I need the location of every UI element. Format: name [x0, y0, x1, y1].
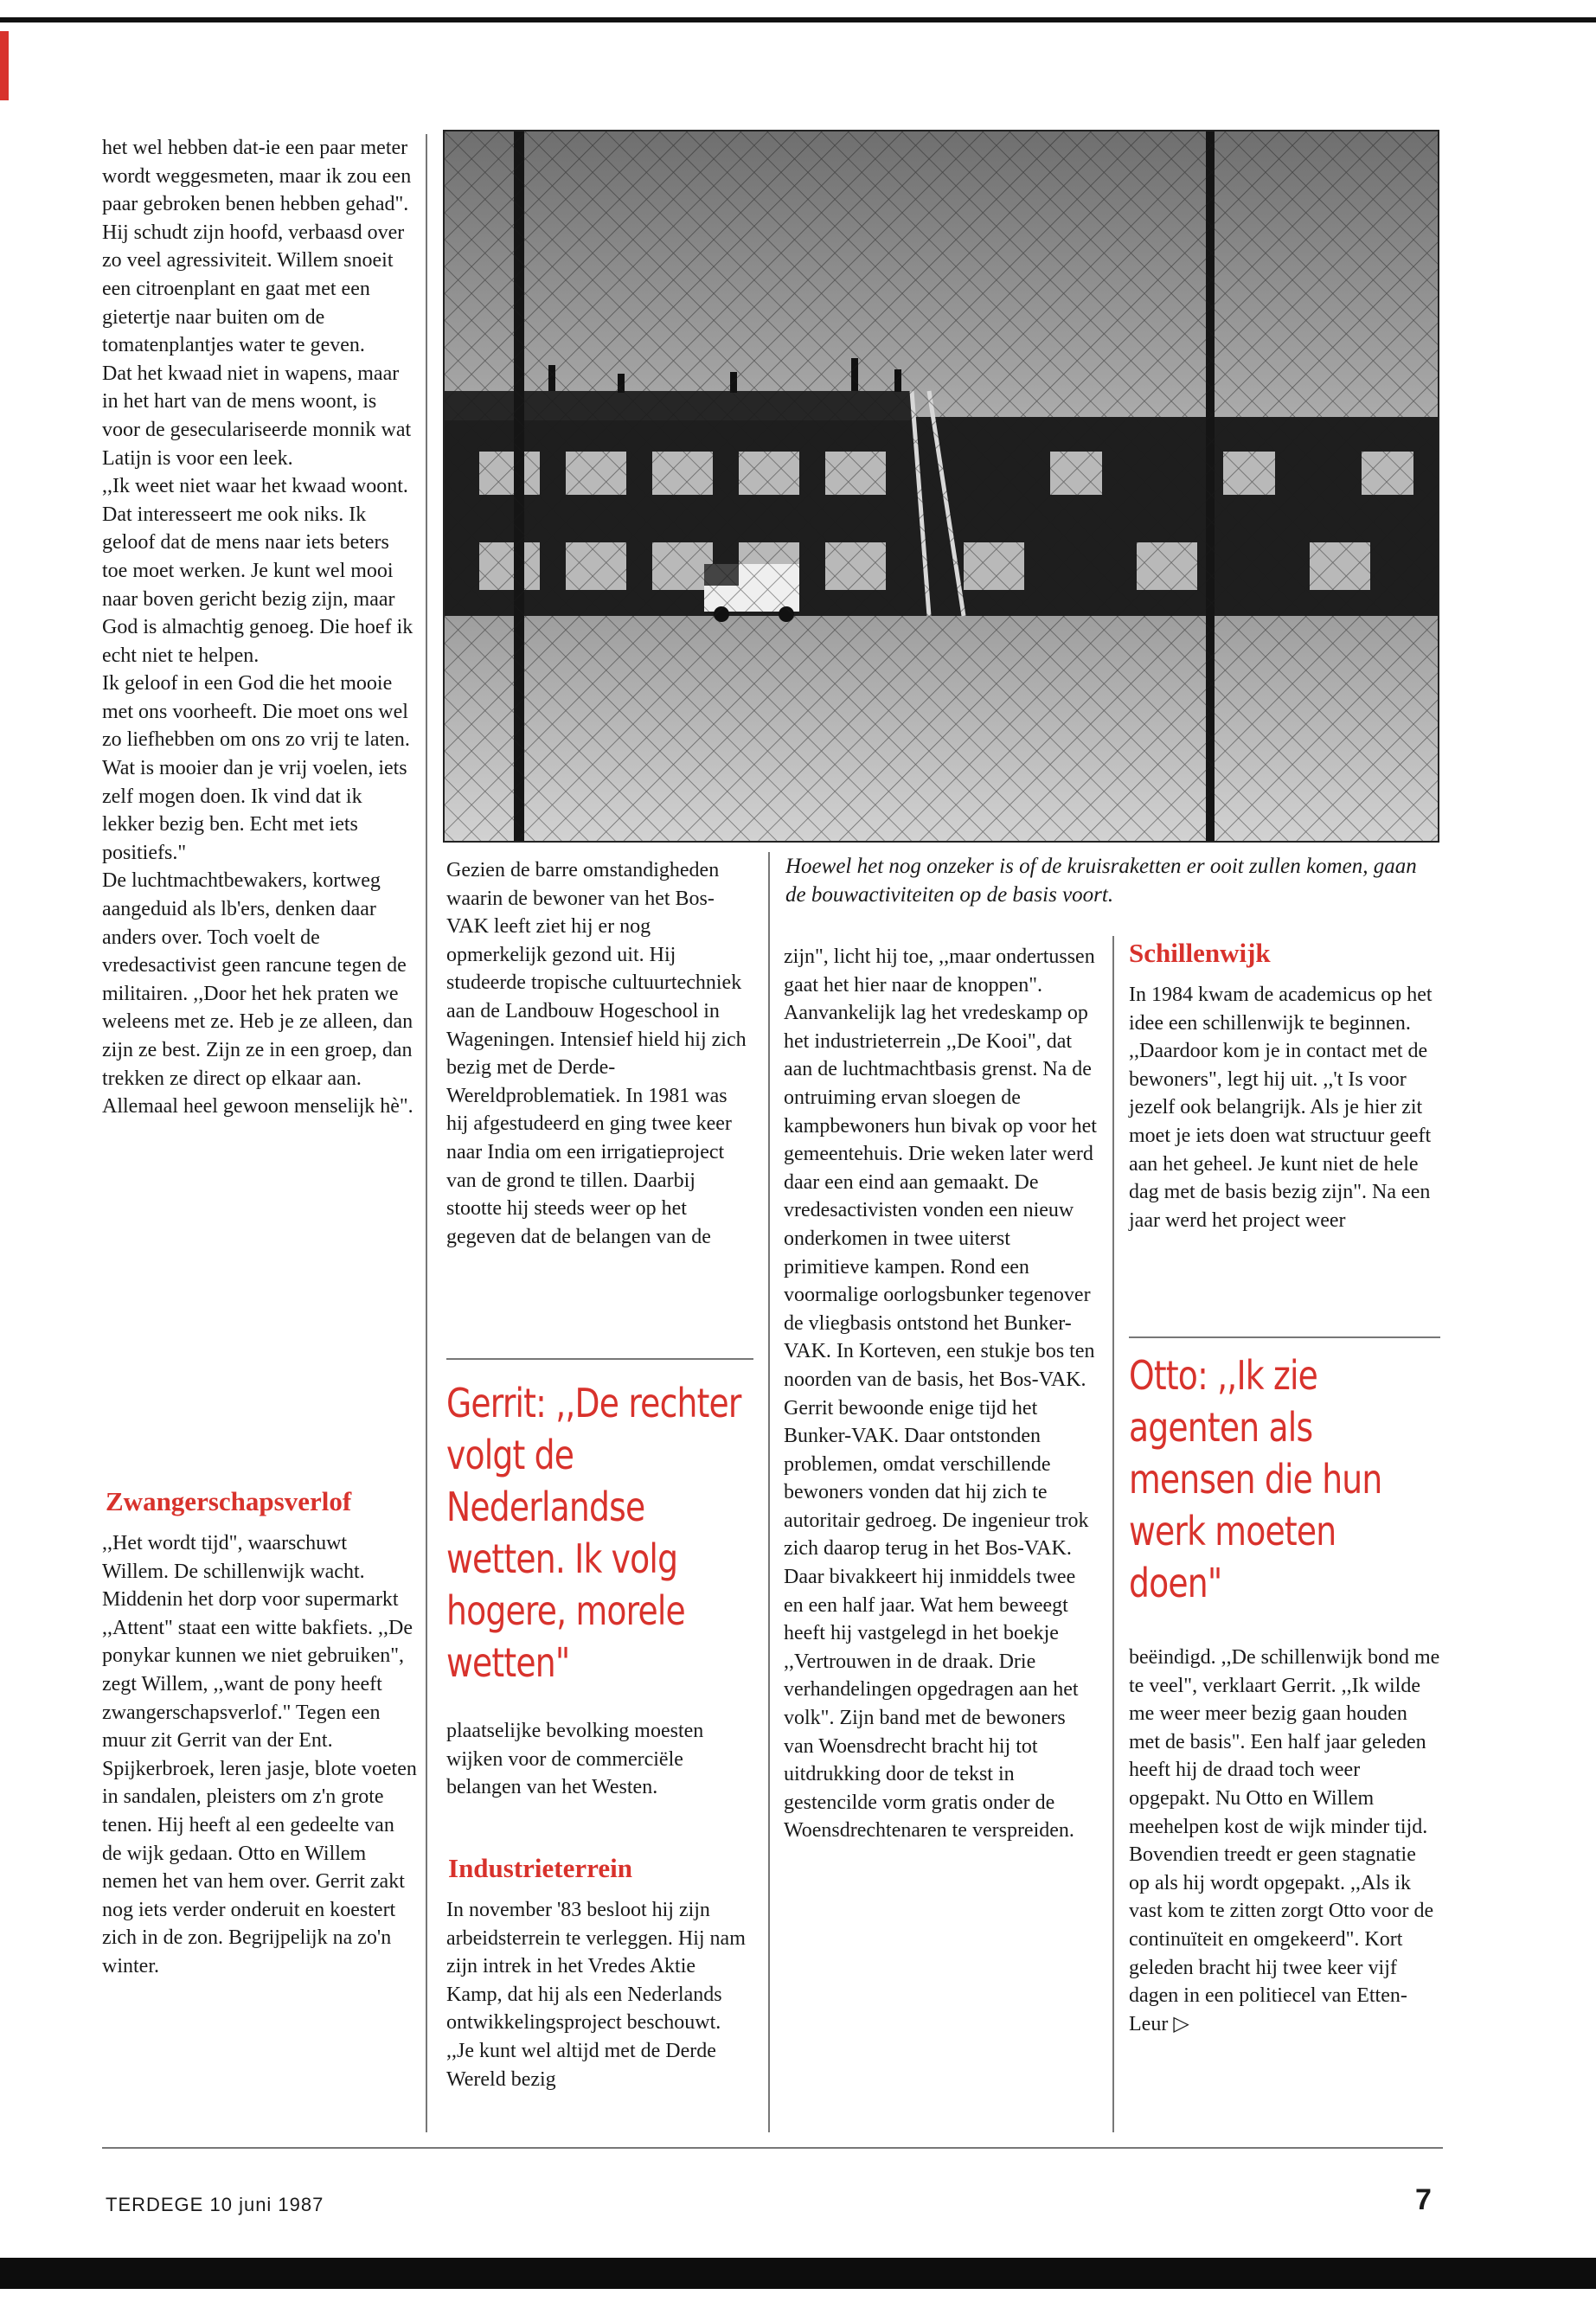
subhead-zwangerschapsverlof: Zwangerschapsverlof — [106, 1486, 352, 1516]
footer-publication — [106, 2194, 324, 2216]
col2-paragraph-2: plaatselijke bevolking moesten wijken voor de commerciële belangen van het Westen. — [446, 1720, 704, 1799]
column-1 — [102, 134, 418, 1121]
col1-paragraph-1: het wel hebben dat-ie een paar meter wordt weggesmeten, maar ik zou een paar gebroken benen hebben gehad". Hij schudt zijn hoofd, verbaasd over zo veel agressiviteit. Willem snoeit een citroenplant en gaat met een gietertje naar buiten om de tomatenplantjes water te geven. — [102, 137, 412, 357]
column-divider-3 — [1112, 936, 1114, 2132]
col1-paragraph-4: Ik geloof in een God die het mooie met ons voorheeft. Die moet ons wel zo liefhebben om ons zo vrij te laten. Wat is mooier dan je vrij voelen, iets zelf mogen doen. Ik vind dat ik lekker bezig ben. Echt met iets positiefs." — [102, 672, 410, 864]
col4-paragraph-2 — [1129, 1644, 1440, 2038]
col4-paragraph-2-text: beëindigd. ,,De schillenwijk bond me te veel", verklaart Gerrit. ,,Ik wilde me weer meer bezig gaan houden met de basis". Een half jaar geleden heeft hij de draad toch weer opgepakt. Nu Otto en Willem meehelpen kost de wijk minder tijd. Bovendien treedt er geen stagnatie op als hij wordt opgepakt. ,,Als ik vast kom te zitten zorgt Otto voor de continuïteit en omgekeerd". Kort geleden bracht hij twee keer vijf dagen in een politiecel van Etten-Leur — [1129, 1646, 1440, 2035]
page-number: 7 — [1415, 2183, 1432, 2216]
bottom-bar — [0, 2258, 1596, 2289]
pullquote-rule-top-left — [446, 1358, 753, 1360]
pullquote-gerrit: Gerrit: ,,De rechter volgt de Nederlandse wetten. Ik volg hogere, morele wetten" — [446, 1380, 741, 1686]
column-4-lower — [1129, 1644, 1440, 2038]
top-rule — [0, 17, 1596, 22]
construction-photo — [443, 130, 1439, 843]
col1-paragraph-2: Dat het kwaad niet in wapens, maar in het hart van de mens woont, is voor de geseculariseerde monnik wat Latijn is voor een leek. — [102, 362, 412, 470]
pullquote-rule-top-right — [1129, 1336, 1440, 1338]
col1-paragraph-6: ,,Het wordt tijd", waarschuwt Willem. De schillenwijk wacht. Middenin het dorp voor supermarkt ,,Attent" staat een witte bakfiets. ,,De ponykar kunnen we niet gebruiken", zegt Willem, ,,want de pony heeft zwangerschapsverlof." Tegen een muur zit Gerrit van der Ent. Spijkerbroek, leren jasje, blote voeten in sandalen, pleisters om z'n grote tenen. Hij heeft al een gedeelte van de wijk gedaan. Otto en Willem nemen het van hem over. Gerrit zakt nog iets verder onderuit en koestert zich in de zon. Begrijpelijk na zo'n winter. — [102, 1532, 417, 1977]
column-2-lower — [446, 1896, 753, 2093]
col2-paragraph-3: In november '83 besloot hij zijn arbeidsterrein te verleggen. Hij nam zijn intrek in het Vredes Aktie Kamp, dat hij als een Nederlands ontwikkelingsproject beschouwt. ,,Je kunt wel altijd met de Derde Wereld bezig — [446, 1899, 746, 2091]
col3-paragraph-1: zijn", licht hij toe, ,,maar ondertussen gaat het hier naar de knoppen". Aanvankelijk lag het vredeskamp op het industrieterrein ,,De Kooi", dat aan de luchtmachtbasis grenst. Na de ontruiming ervan sloegen de kampbewoners hun bivak op voor het gemeentehuis. Drie weken later werd daar een eind aan gemaakt. De vredesactivisten vonden een nieuw onderkomen in twee uiterst primitieve kampen. Rond een voormalige oorlogsbunker tegenover de vliegbasis ontstond het Bunker-VAK. In Korteven, een stukje bos ten noorden van de basis, het Bos-VAK. Gerrit bewoonde enige tijd het Bunker-VAK. Daar ontstonden problemen, omdat verschillende bewoners vonden dat hij zich te autoritair gedroeg. De ingenieur trok zich daarop terug in het Bos-VAK. Daar bivakkeert hij inmiddels twee en een half jaar. Wat hem beweegt heeft hij vastgelegd in het boekje ,,Vertrouwen in de draak. Drie verhandelingen opgedragen aan het volk". Zijn band met de bewoners van Woensdrecht bracht hij tot uitdrukking door de tekst in gestencilde vorm gratis onder de Woensdrechtenaren te verspreiden. — [784, 945, 1097, 1843]
column-2 — [446, 856, 753, 1251]
col1-paragraph-5: De luchtmachtbewakers, kortweg aangeduid als lb'ers, denken daar anders over. Toch voelt de vredesactivist geen rancune tegen de militairen. ,,Door het hek praten we weleens met ze. Heb je ze alleen, dan zijn ze best. Zijn ze in een groep, dan trekken ze direct op elkaar aan. Allemaal heel gewoon menselijk hè". — [102, 869, 413, 1118]
col4-paragraph-1: In 1984 kwam de academicus op het idee een schillenwijk te beginnen. ,,Daardoor kom je in contact met de bewoners", legt hij uit. ,,'t Is voor jezelf ook belangrijk. Als je hier zit moet je iets doen wat structuur geeft aan het geheel. Je kunt niet de hele dag met de basis bezig zijn". Na een jaar werd het project weer — [1129, 984, 1433, 1232]
continue-arrow-icon: ▷ — [1173, 2012, 1189, 2035]
footer-publication-name: TERDEGE — [106, 2194, 204, 2215]
subhead-schillenwijk: Schillenwijk — [1129, 938, 1271, 968]
footer-rule — [102, 2147, 1443, 2149]
footer-date: 10 juni 1987 — [209, 2194, 324, 2215]
column-2-middle — [446, 1717, 753, 1802]
column-4 — [1129, 981, 1440, 1234]
column-3 — [784, 943, 1097, 1845]
column-divider-1 — [426, 134, 427, 2132]
red-margin-mark — [0, 31, 9, 100]
column-divider-2 — [768, 852, 770, 2132]
subhead-industrieterrein: Industrieterrein — [448, 1853, 632, 1883]
col2-paragraph-1: Gezien de barre omstandigheden waarin de bewoner van het Bos-VAK leeft ziet hij er nog opmerkelijk gezond uit. Hij studeerde tropische cultuurtechniek aan de Landbouw Hogeschool in Wageningen. Intensief hield hij zich bezig met de Derde-Wereldproblematiek. In 1981 was hij afgestudeerd en ging twee keer naar India om een irrigatieproject van de grond te tillen. Daarbij stootte hij steeds weer op het gegeven dat de belangen van de — [446, 859, 747, 1248]
col1-paragraph-3: ,,Ik weet niet waar het kwaad woont. Dat interesseert me ook niks. Ik geloof dat de mens naar iets beters toe moet werken. Je kunt wel mooi naar boven gericht bezig zijn, maar God is almachtig genoeg. Die hoef ik echt niet te helpen. — [102, 475, 413, 667]
column-1-lower — [102, 1529, 418, 1981]
photo-caption: Hoewel het nog onzeker is of de kruisraketten er ooit zullen komen, gaan de bouwactiviteiten op de basis voort. — [785, 855, 1417, 907]
pullquote-otto: Otto: ,,Ik zie agenten als mensen die hun werk moeten doen" — [1129, 1352, 1382, 1606]
